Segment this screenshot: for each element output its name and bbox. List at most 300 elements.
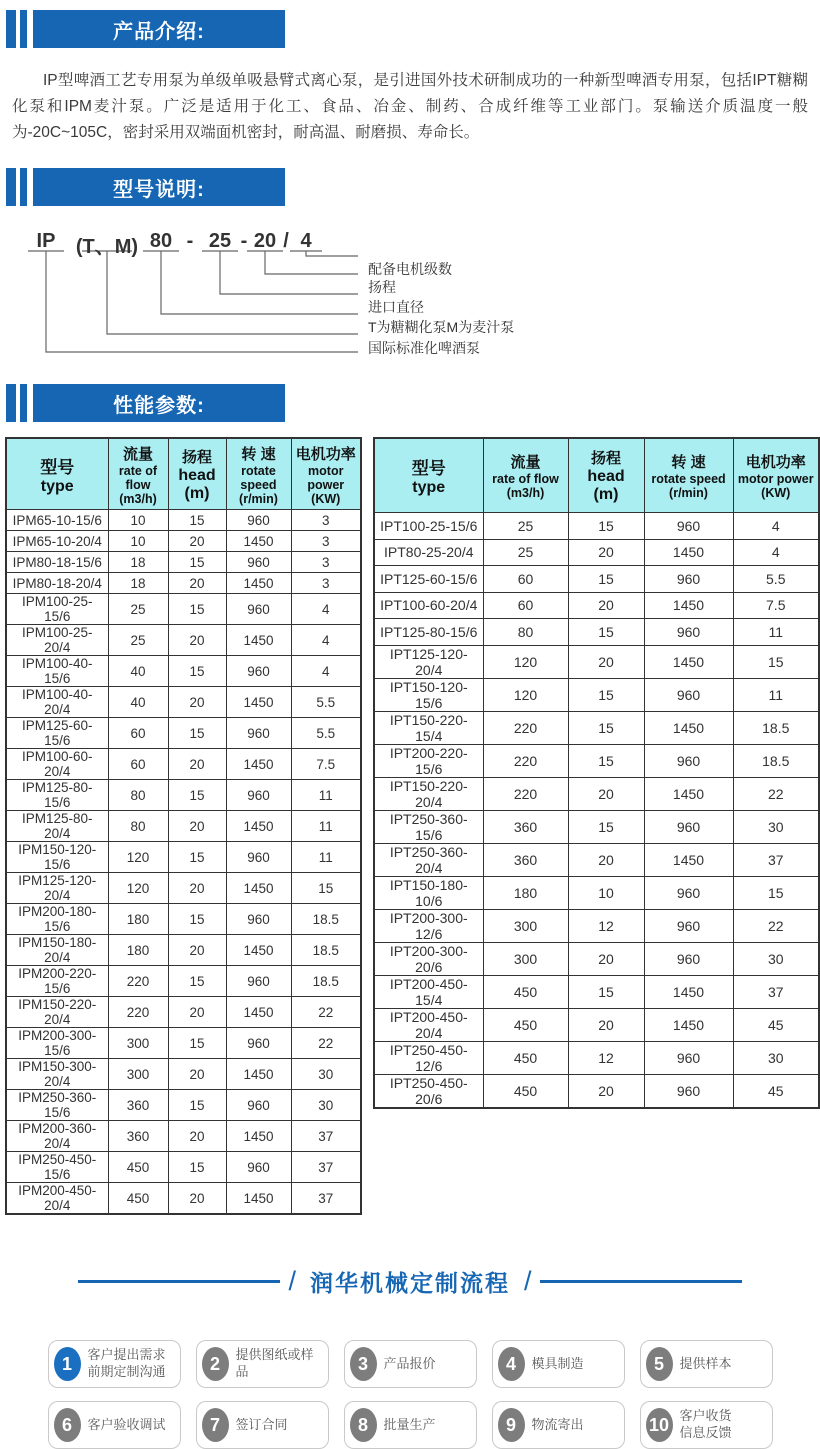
value-cell: 5.5 <box>291 687 361 718</box>
step-label: 签订合同 <box>235 1416 288 1432</box>
value-cell: 4 <box>291 625 361 656</box>
model-cell: IPT200-300-20/6 <box>374 942 483 975</box>
value-cell: 20 <box>168 531 226 552</box>
model-cell: IPT250-450-12/6 <box>374 1041 483 1074</box>
table-row <box>6 1028 361 1059</box>
value-cell: 15 <box>168 966 226 997</box>
value-cell: 20 <box>168 1059 226 1090</box>
column-header: 型号 type <box>6 438 108 510</box>
value-cell: 37 <box>291 1152 361 1183</box>
value-cell: 25 <box>108 625 168 656</box>
value-cell: 25 <box>483 513 568 540</box>
column-header: 流量 rate of flow (m3/h) <box>483 438 568 513</box>
value-cell: 60 <box>483 566 568 593</box>
value-cell: 3 <box>291 552 361 573</box>
process-title-bar <box>78 1265 742 1298</box>
value-cell: 12 <box>568 909 644 942</box>
value-cell: 1450 <box>644 777 733 810</box>
model-cell: IPT250-360-15/6 <box>374 810 483 843</box>
column-header: 电机功率 motor power (KW) <box>733 438 819 513</box>
table-row <box>6 625 361 656</box>
value-cell: 15 <box>168 656 226 687</box>
value-cell: 960 <box>644 1041 733 1074</box>
value-cell: 960 <box>226 718 291 749</box>
section-title-bar <box>33 10 285 48</box>
table-row <box>6 1090 361 1121</box>
value-cell: 37 <box>291 1121 361 1152</box>
table-row <box>6 718 361 749</box>
value-cell: 15 <box>568 513 644 540</box>
model-cell: IPM200-300-15/6 <box>6 1028 108 1059</box>
value-cell: 360 <box>108 1121 168 1152</box>
value-cell: 15 <box>568 810 644 843</box>
value-cell: 3 <box>291 531 361 552</box>
value-cell: 960 <box>644 876 733 909</box>
value-cell: 960 <box>226 842 291 873</box>
model-cell: IPM80-18-20/4 <box>6 573 108 594</box>
value-cell: 450 <box>483 1074 568 1108</box>
model-cell: IPM100-40-15/6 <box>6 656 108 687</box>
value-cell: 30 <box>733 810 819 843</box>
model-cell: IPT200-220-15/6 <box>374 744 483 777</box>
model-cell: IPT125-60-15/6 <box>374 566 483 593</box>
model-cell: IPM80-18-15/6 <box>6 552 108 573</box>
section-title-model: 型号说明: <box>113 178 205 201</box>
value-cell: 10 <box>568 876 644 909</box>
value-cell: 450 <box>108 1152 168 1183</box>
table-row <box>374 539 819 566</box>
value-cell: 960 <box>226 656 291 687</box>
value-cell: 11 <box>733 619 819 646</box>
model-cell: IPM150-180-20/4 <box>6 935 108 966</box>
value-cell: 20 <box>168 687 226 718</box>
value-cell: 960 <box>644 513 733 540</box>
value-cell: 18.5 <box>291 904 361 935</box>
model-token: 4 <box>300 230 312 252</box>
value-cell: 3 <box>291 573 361 594</box>
value-cell: 22 <box>291 997 361 1028</box>
table-row <box>374 619 819 646</box>
value-cell: 15 <box>168 1152 226 1183</box>
table-row <box>6 904 361 935</box>
model-cell: IPM100-25-15/6 <box>6 594 108 625</box>
table-row <box>374 645 819 678</box>
value-cell: 20 <box>168 573 226 594</box>
value-cell: 960 <box>644 810 733 843</box>
step-number-badge: 4 <box>498 1347 525 1381</box>
value-cell: 450 <box>483 975 568 1008</box>
model-cell: IPM125-80-20/4 <box>6 811 108 842</box>
value-cell: 18 <box>108 573 168 594</box>
model-cell: IPT100-60-20/4 <box>374 592 483 619</box>
intro-paragraph: IP型啤酒工艺专用泵为单级单吸悬臂式离心泵，是引进国外技术研制成功的一种新型啤酒专用泵，包括IPT糖糊化泵和IPM麦汁泵。广泛是适用于化工、食品、冶金、制药、合成纤维等工业部门。泵输送介质温度一般为-20C~105C，密封采用双端面机密封，耐高温、耐磨损、寿命长。 <box>12 72 808 141</box>
value-cell: 4 <box>291 594 361 625</box>
value-cell: 1450 <box>226 749 291 780</box>
table-row <box>6 573 361 594</box>
table-row <box>6 552 361 573</box>
value-cell: 20 <box>568 592 644 619</box>
value-cell: 20 <box>168 811 226 842</box>
value-cell: 960 <box>226 780 291 811</box>
process-step-card <box>196 1401 329 1449</box>
table-row <box>6 997 361 1028</box>
model-label-standard: 国际标准化啤酒泵 <box>368 340 480 356</box>
table-row <box>6 966 361 997</box>
value-cell: 20 <box>168 873 226 904</box>
value-cell: 220 <box>108 997 168 1028</box>
value-cell: 1450 <box>644 645 733 678</box>
model-token: - <box>186 230 194 252</box>
value-cell: 10 <box>108 510 168 531</box>
model-token: 25 <box>208 230 232 252</box>
value-cell: 40 <box>108 656 168 687</box>
value-cell: 15 <box>168 510 226 531</box>
value-cell: 15 <box>568 975 644 1008</box>
value-cell: 300 <box>108 1028 168 1059</box>
model-cell: IPM200-450-20/4 <box>6 1183 108 1215</box>
value-cell: 360 <box>483 810 568 843</box>
value-cell: 960 <box>226 1152 291 1183</box>
model-cell: IPT150-220-15/4 <box>374 711 483 744</box>
value-cell: 1450 <box>644 1008 733 1041</box>
model-label-poles: 配备电机级数 <box>368 261 452 277</box>
value-cell: 15 <box>168 718 226 749</box>
table-row <box>6 749 361 780</box>
table-row <box>6 842 361 873</box>
table-row <box>374 975 819 1008</box>
value-cell: 80 <box>108 811 168 842</box>
step-label: 客户收货 信息反馈 <box>679 1408 732 1440</box>
value-cell: 20 <box>568 777 644 810</box>
value-cell: 960 <box>226 594 291 625</box>
value-cell: 15 <box>168 842 226 873</box>
value-cell: 960 <box>644 678 733 711</box>
value-cell: 20 <box>168 935 226 966</box>
step-number-badge: 7 <box>202 1408 229 1442</box>
step-label: 提供图纸或样品 <box>235 1347 314 1379</box>
model-cell: IPM250-360-15/6 <box>6 1090 108 1121</box>
value-cell: 960 <box>226 510 291 531</box>
process-step-card <box>196 1340 329 1388</box>
model-label-head: 扬程 <box>368 279 396 295</box>
value-cell: 15 <box>168 1028 226 1059</box>
value-cell: 60 <box>108 718 168 749</box>
value-cell: 25 <box>483 539 568 566</box>
value-cell: 1450 <box>644 843 733 876</box>
value-cell: 300 <box>483 942 568 975</box>
model-token: 80 <box>149 230 173 252</box>
process-step-card <box>344 1401 477 1449</box>
step-number-badge: 9 <box>498 1408 525 1442</box>
step-label: 客户提出需求 前期定制沟通 <box>87 1347 166 1379</box>
value-cell: 1450 <box>644 592 733 619</box>
value-cell: 450 <box>108 1183 168 1215</box>
model-cell: IPM125-80-15/6 <box>6 780 108 811</box>
model-cell: IPM65-10-15/6 <box>6 510 108 531</box>
step-number-badge: 2 <box>202 1347 229 1381</box>
model-cell: IPM125-60-15/6 <box>6 718 108 749</box>
value-cell: 30 <box>733 942 819 975</box>
model-cell: IPT125-80-15/6 <box>374 619 483 646</box>
table-row <box>6 1152 361 1183</box>
value-cell: 11 <box>291 842 361 873</box>
value-cell: 1450 <box>226 625 291 656</box>
value-cell: 120 <box>108 873 168 904</box>
value-cell: 60 <box>483 592 568 619</box>
value-cell: 15 <box>291 873 361 904</box>
value-cell: 20 <box>568 539 644 566</box>
table-row <box>374 513 819 540</box>
value-cell: 960 <box>226 904 291 935</box>
table-header-row <box>374 438 819 513</box>
model-cell: IPM100-25-20/4 <box>6 625 108 656</box>
value-cell: 15 <box>568 678 644 711</box>
value-cell: 15 <box>168 780 226 811</box>
value-cell: 360 <box>483 843 568 876</box>
value-cell: 1450 <box>226 1059 291 1090</box>
value-cell: 20 <box>568 1074 644 1108</box>
value-cell: 5.5 <box>291 718 361 749</box>
value-cell: 15 <box>168 594 226 625</box>
title-rule-left <box>78 1280 280 1283</box>
step-number-badge: 10 <box>646 1408 673 1442</box>
value-cell: 300 <box>108 1059 168 1090</box>
value-cell: 30 <box>733 1041 819 1074</box>
table-row <box>6 687 361 718</box>
value-cell: 80 <box>483 619 568 646</box>
process-step-card <box>48 1401 181 1449</box>
value-cell: 15 <box>733 876 819 909</box>
process-step-card <box>492 1340 625 1388</box>
step-label: 物流寄出 <box>531 1416 584 1432</box>
model-cell: IPT200-300-12/6 <box>374 909 483 942</box>
value-cell: 1450 <box>226 873 291 904</box>
process-steps <box>0 1340 820 1449</box>
value-cell: 15 <box>168 1090 226 1121</box>
value-cell: 180 <box>108 904 168 935</box>
value-cell: 60 <box>108 749 168 780</box>
value-cell: 180 <box>108 935 168 966</box>
value-cell: 22 <box>733 909 819 942</box>
value-cell: 7.5 <box>733 592 819 619</box>
value-cell: 15 <box>733 645 819 678</box>
value-cell: 120 <box>108 842 168 873</box>
value-cell: 960 <box>644 619 733 646</box>
value-cell: 1450 <box>226 811 291 842</box>
value-cell: 3 <box>291 510 361 531</box>
value-cell: 11 <box>291 811 361 842</box>
value-cell: 1450 <box>226 997 291 1028</box>
value-cell: 80 <box>108 780 168 811</box>
step-number-badge: 1 <box>54 1347 81 1381</box>
column-header: 转 速 rotate speed (r/min) <box>226 438 291 510</box>
section-title-bar <box>33 384 285 422</box>
model-token: IP <box>36 230 56 252</box>
value-cell: 45 <box>733 1008 819 1041</box>
table-row <box>374 678 819 711</box>
value-cell: 30 <box>291 1059 361 1090</box>
value-cell: 20 <box>168 625 226 656</box>
value-cell: 1450 <box>226 1121 291 1152</box>
model-token: / <box>283 230 289 252</box>
value-cell: 1450 <box>226 573 291 594</box>
slash-decoration: / <box>288 1266 296 1296</box>
model-cell: IPM200-180-15/6 <box>6 904 108 935</box>
value-cell: 960 <box>644 1074 733 1108</box>
table-row <box>374 942 819 975</box>
value-cell: 1450 <box>644 711 733 744</box>
step-label: 模具制造 <box>531 1355 584 1371</box>
section-header-intro <box>6 10 820 48</box>
column-header: 电机功率 motor power (KW) <box>291 438 361 510</box>
value-cell: 20 <box>168 1121 226 1152</box>
process-step-card <box>344 1340 477 1388</box>
step-label: 产品报价 <box>383 1355 436 1371</box>
value-cell: 1450 <box>644 975 733 1008</box>
table-row <box>6 531 361 552</box>
column-header: 扬程 head (m) <box>568 438 644 513</box>
step-number-badge: 3 <box>350 1347 377 1381</box>
value-cell: 11 <box>291 780 361 811</box>
table-row <box>6 780 361 811</box>
value-cell: 5.5 <box>733 566 819 593</box>
value-cell: 1450 <box>226 935 291 966</box>
value-cell: 1450 <box>644 539 733 566</box>
value-cell: 450 <box>483 1041 568 1074</box>
table-row <box>374 744 819 777</box>
section-title-bar <box>33 168 285 206</box>
step-number-badge: 8 <box>350 1408 377 1442</box>
value-cell: 960 <box>226 966 291 997</box>
header-deco-bar <box>6 168 16 206</box>
value-cell: 12 <box>568 1041 644 1074</box>
model-token: 20 <box>253 230 277 252</box>
value-cell: 20 <box>568 1008 644 1041</box>
model-code-diagram <box>0 218 820 370</box>
header-deco-bar <box>20 168 27 206</box>
value-cell: 22 <box>291 1028 361 1059</box>
model-cell: IPM250-450-15/6 <box>6 1152 108 1183</box>
value-cell: 11 <box>733 678 819 711</box>
table-row <box>374 876 819 909</box>
model-label-variant: T为糖糊化泵M为麦汁泵 <box>368 319 515 335</box>
table-row <box>6 873 361 904</box>
section-title-intro: 产品介绍: <box>113 20 205 43</box>
table-row <box>374 1074 819 1108</box>
model-cell: IPT250-450-20/6 <box>374 1074 483 1108</box>
table-row <box>374 1008 819 1041</box>
table-row <box>374 711 819 744</box>
process-step-card <box>640 1340 773 1388</box>
value-cell: 220 <box>483 777 568 810</box>
model-cell: IPM150-300-20/4 <box>6 1059 108 1090</box>
table-row <box>6 1183 361 1215</box>
value-cell: 18.5 <box>291 966 361 997</box>
value-cell: 960 <box>644 942 733 975</box>
value-cell: 15 <box>168 552 226 573</box>
value-cell: 20 <box>568 843 644 876</box>
value-cell: 960 <box>226 1090 291 1121</box>
column-header: 型号 type <box>374 438 483 513</box>
value-cell: 15 <box>568 711 644 744</box>
model-cell: IPM100-40-20/4 <box>6 687 108 718</box>
value-cell: 15 <box>568 566 644 593</box>
model-token: (T、M) <box>75 236 139 258</box>
value-cell: 960 <box>226 552 291 573</box>
table-row <box>374 843 819 876</box>
ipt-parameters-table <box>373 437 820 1109</box>
process-step-card <box>640 1401 773 1449</box>
process-step-card <box>492 1401 625 1449</box>
table-row <box>6 656 361 687</box>
column-header: 转 速 rotate speed (r/min) <box>644 438 733 513</box>
table-row <box>374 777 819 810</box>
model-label-inlet: 进口直径 <box>368 299 424 315</box>
model-cell: IPT200-450-15/4 <box>374 975 483 1008</box>
slash-decoration: / <box>524 1266 532 1296</box>
header-deco-bar <box>6 384 16 422</box>
model-cell: IPT250-360-20/4 <box>374 843 483 876</box>
model-cell: IPT200-450-20/4 <box>374 1008 483 1041</box>
table-row <box>374 909 819 942</box>
model-cell: IPM125-120-20/4 <box>6 873 108 904</box>
value-cell: 4 <box>733 539 819 566</box>
model-cell: IPM65-10-20/4 <box>6 531 108 552</box>
ipm-parameters-table <box>5 437 362 1215</box>
value-cell: 15 <box>568 619 644 646</box>
value-cell: 1450 <box>226 1183 291 1215</box>
model-cell: IPT150-120-15/6 <box>374 678 483 711</box>
value-cell: 960 <box>226 1028 291 1059</box>
model-cell: IPT100-25-15/6 <box>374 513 483 540</box>
table-row <box>6 1059 361 1090</box>
model-cell: IPT150-220-20/4 <box>374 777 483 810</box>
model-cell: IPM150-220-20/4 <box>6 997 108 1028</box>
value-cell: 37 <box>733 843 819 876</box>
value-cell: 20 <box>168 1183 226 1215</box>
value-cell: 37 <box>291 1183 361 1215</box>
value-cell: 220 <box>108 966 168 997</box>
value-cell: 30 <box>291 1090 361 1121</box>
column-header: 扬程 head (m) <box>168 438 226 510</box>
table-row <box>6 594 361 625</box>
header-deco-bar <box>20 384 27 422</box>
model-cell: IPT150-180-10/6 <box>374 876 483 909</box>
table-row <box>374 1041 819 1074</box>
value-cell: 15 <box>568 744 644 777</box>
step-label: 提供样本 <box>679 1355 732 1371</box>
table-header-row <box>6 438 361 510</box>
value-cell: 960 <box>644 566 733 593</box>
value-cell: 120 <box>483 678 568 711</box>
value-cell: 20 <box>568 942 644 975</box>
model-cell: IPM200-360-20/4 <box>6 1121 108 1152</box>
value-cell: 20 <box>168 749 226 780</box>
value-cell: 300 <box>483 909 568 942</box>
section-header-performance <box>6 384 820 422</box>
table-row <box>374 810 819 843</box>
table-row <box>6 811 361 842</box>
value-cell: 4 <box>291 656 361 687</box>
table-row <box>6 510 361 531</box>
column-header: 流量 rate of flow (m3/h) <box>108 438 168 510</box>
process-title: 润华机械定制流程 <box>310 1270 510 1296</box>
table-row <box>6 935 361 966</box>
value-cell: 360 <box>108 1090 168 1121</box>
value-cell: 18.5 <box>291 935 361 966</box>
value-cell: 20 <box>568 645 644 678</box>
table-row <box>374 566 819 593</box>
